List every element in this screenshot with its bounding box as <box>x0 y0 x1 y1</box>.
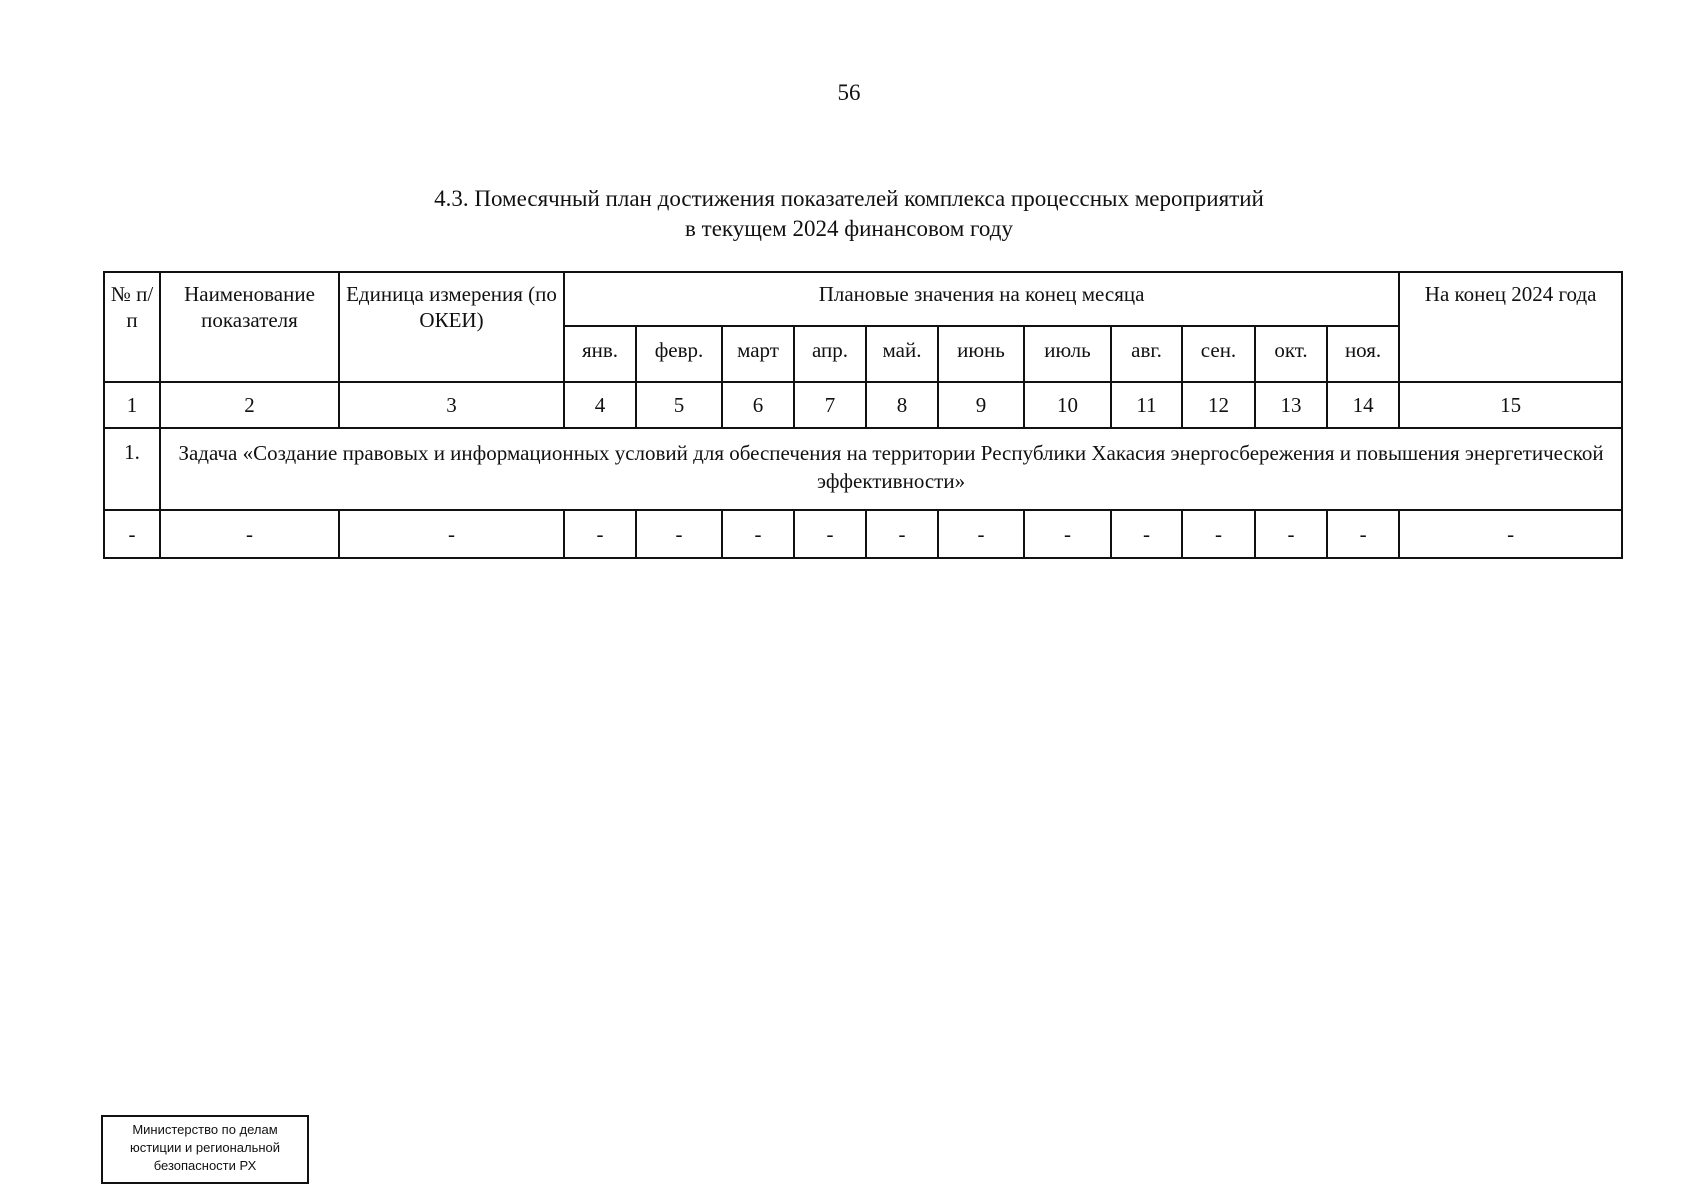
stamp-line-2: юстиции и региональной <box>129 1140 281 1155</box>
column-numbers-row <box>104 382 1622 428</box>
header-row-1 <box>104 272 1622 326</box>
month-header: май. <box>866 326 938 382</box>
table-cell: - <box>1255 510 1327 558</box>
stamp-line-1: Министерство по делам <box>132 1122 278 1137</box>
column-number: 7 <box>794 382 866 428</box>
table-cell: - <box>1024 510 1111 558</box>
document-title <box>0 184 1698 244</box>
table-cell: - <box>794 510 866 558</box>
column-number: 8 <box>866 382 938 428</box>
month-header: окт. <box>1255 326 1327 382</box>
table-cell: - <box>1399 510 1622 558</box>
month-header: апр. <box>794 326 866 382</box>
table-cell: - <box>564 510 636 558</box>
table-cell: - <box>339 510 564 558</box>
column-number: 9 <box>938 382 1024 428</box>
title-line-2: в текущем 2024 финансовом году <box>685 216 1013 241</box>
month-header: сен. <box>1182 326 1255 382</box>
task-number: 1. <box>104 428 160 510</box>
stamp-line-3: безопасности РХ <box>153 1158 257 1173</box>
column-number: 13 <box>1255 382 1327 428</box>
table-cell: - <box>1182 510 1255 558</box>
month-header: янв. <box>564 326 636 382</box>
column-number: 15 <box>1399 382 1622 428</box>
table-cell: - <box>160 510 339 558</box>
header-indicator-name: Наименование показателя <box>160 272 339 382</box>
column-number: 3 <box>339 382 564 428</box>
month-header: ноя. <box>1327 326 1399 382</box>
column-number: 14 <box>1327 382 1399 428</box>
header-year-end: На конец 2024 года <box>1399 272 1622 382</box>
table-cell: - <box>104 510 160 558</box>
table-cell: - <box>1111 510 1182 558</box>
table-cell: - <box>1327 510 1399 558</box>
header-unit: Единица измерения (по ОКЕИ) <box>339 272 564 382</box>
table-cell: - <box>866 510 938 558</box>
column-number: 6 <box>722 382 794 428</box>
column-number: 12 <box>1182 382 1255 428</box>
table-cell: - <box>938 510 1024 558</box>
ministry-stamp <box>101 1115 309 1184</box>
monthly-plan-table <box>103 271 1623 559</box>
column-number: 11 <box>1111 382 1182 428</box>
header-planned-values: Плановые значения на конец месяца <box>564 272 1399 326</box>
task-description: Задача «Создание правовых и информационных условий для обеспечения на территории Республики Хакасия энергосбережения и повышения энергетической эффективности» <box>160 428 1622 510</box>
table-cell: - <box>722 510 794 558</box>
month-header: июль <box>1024 326 1111 382</box>
table-row <box>104 510 1622 558</box>
month-header: февр. <box>636 326 722 382</box>
month-header: март <box>722 326 794 382</box>
column-number: 4 <box>564 382 636 428</box>
column-number: 5 <box>636 382 722 428</box>
page-number: 56 <box>837 80 861 105</box>
task-row <box>104 428 1622 510</box>
title-line-1: 4.3. Помесячный план достижения показателей комплекса процессных мероприятий <box>434 186 1264 211</box>
column-number: 2 <box>160 382 339 428</box>
column-number: 10 <box>1024 382 1111 428</box>
month-header: авг. <box>1111 326 1182 382</box>
column-number: 1 <box>104 382 160 428</box>
month-header: июнь <box>938 326 1024 382</box>
table-cell: - <box>636 510 722 558</box>
header-number: № п/п <box>104 272 160 382</box>
